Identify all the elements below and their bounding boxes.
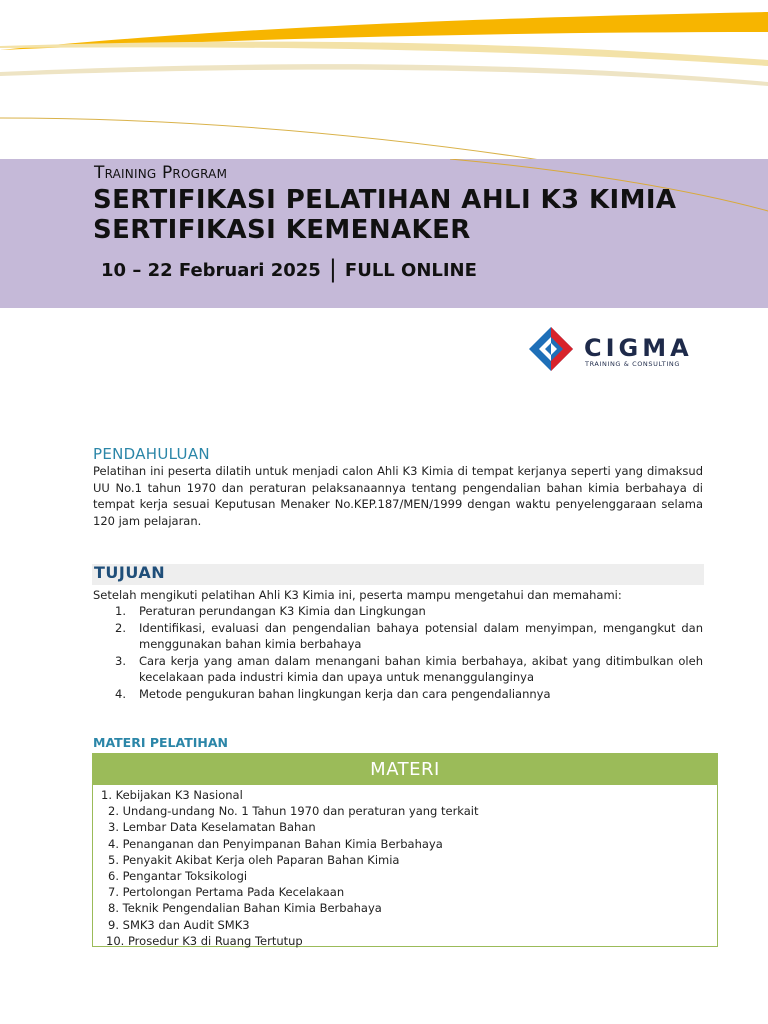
list-item: [93, 933, 717, 949]
tujuan-heading: TUJUAN: [94, 563, 166, 582]
materi-section-heading: MATERI PELATIHAN: [93, 735, 228, 750]
list-item: [93, 819, 717, 835]
list-item: [93, 868, 717, 884]
page-title-line2: SERTIFIKASI KEMENAKER: [93, 215, 471, 245]
materi-table-title: MATERI: [93, 754, 717, 785]
list-item: [93, 852, 717, 868]
list-item: [93, 787, 717, 803]
list-item-number: 3.: [108, 820, 119, 835]
list-item-number: 8.: [108, 901, 119, 916]
light-swoosh-2: [0, 64, 768, 86]
pendahuluan-text: Pelatihan ini peserta dilatih untuk menjadi calon Ahli K3 Kimia di tempat kerjanya seperti yang dimaksud UU No.1 tahun 1970 dan peraturan pelaksanaannya tentang pengendalian bahan kimia berbahaya di tempat kerja sesuai Keputusan Menaker No.KEP.187/MEN/1999 dengan waktu penyelenggaraan selama 120 jam pelajaran.: [93, 464, 703, 528]
materi-list: [93, 785, 717, 949]
logo-name: CIGMA: [584, 334, 693, 362]
list-item-number: 4.: [108, 836, 119, 851]
tujuan-list: [93, 603, 703, 702]
list-item: [93, 917, 717, 933]
list-item-text: Metode pengukuran bahan lingkungan kerja dan cara pengendaliannya: [139, 686, 551, 701]
logo-tagline: TRAINING & CONSULTING: [585, 360, 680, 368]
list-item: [93, 620, 703, 653]
list-item-text: SMK3 dan Audit SMK3: [122, 917, 250, 932]
list-item: [93, 653, 703, 686]
light-swoosh: [0, 42, 768, 66]
header-swoosh-decoration: [0, 0, 768, 160]
page-title-line1: SERTIFIKASI PELATIHAN AHLI K3 KIMIA: [93, 185, 677, 215]
list-item-text: Lembar Data Keselamatan Bahan: [122, 820, 316, 835]
event-date-line: [101, 254, 477, 282]
tujuan-heading-bar: [92, 564, 704, 585]
list-item-number: 6.: [108, 869, 119, 884]
list-item-number: 3.: [115, 653, 126, 668]
list-item: [93, 900, 717, 916]
list-item: [93, 803, 717, 819]
thin-swoosh-line: [0, 118, 768, 160]
list-item-text: Peraturan perundangan K3 Kimia dan Lingkungan: [139, 604, 426, 618]
list-item-number: 1.: [101, 788, 112, 802]
list-item-text: Cara kerja yang aman dalam menangani bahan kimia berbahaya, akibat yang ditimbulkan oleh kecelakaan pada industri kimia dan upaya untuk menanggulanginya: [139, 653, 703, 684]
list-item-text: Kebijakan K3 Nasional: [115, 788, 243, 802]
list-item-number: 2.: [108, 804, 119, 819]
event-mode: FULL ONLINE: [344, 260, 477, 281]
tujuan-intro: Setelah mengikuti pelatihan Ahli K3 Kimia ini, peserta mampu mengetahui dan memahami:: [93, 588, 622, 602]
list-item-number: 7.: [108, 885, 119, 900]
date-separator: |: [328, 255, 337, 283]
list-item-number: 9.: [108, 917, 119, 932]
list-item-text: Identifikasi, evaluasi dan pengendalian bahaya potensial dalam menyimpan, mengangkut dan menggunakan bahan kimia berbahaya: [139, 620, 703, 651]
list-item-text: Penyakit Akibat Kerja oleh Paparan Bahan Kimia: [122, 852, 400, 867]
event-date: 10 – 22 Februari 2025: [101, 260, 321, 281]
list-item-text: Pertolongan Pertama Pada Kecelakaan: [122, 885, 345, 900]
list-item-number: 4.: [115, 686, 126, 701]
list-item: [93, 686, 703, 703]
list-item-number: 1.: [115, 604, 126, 618]
materi-table: [92, 753, 718, 947]
list-item-number: 5.: [108, 852, 119, 867]
list-item-text: Teknik Pengendalian Bahan Kimia Berbahaya: [122, 901, 382, 916]
list-item-text: Pengantar Toksikologi: [122, 869, 248, 884]
list-item-text: Penanganan dan Penyimpanan Bahan Kimia Berbahaya: [122, 836, 443, 851]
list-item: [93, 836, 717, 852]
program-label: Training Program: [94, 163, 228, 183]
pendahuluan-heading: PENDAHULUAN: [93, 445, 210, 463]
list-item: [93, 884, 717, 900]
list-item-text: Undang-undang No. 1 Tahun 1970 dan peraturan yang terkait: [122, 804, 479, 819]
list-item-number: 10.: [106, 933, 125, 948]
list-item-number: 2.: [115, 620, 126, 635]
list-item-text: Prosedur K3 di Ruang Tertutup: [127, 933, 303, 948]
list-item: [93, 603, 703, 620]
